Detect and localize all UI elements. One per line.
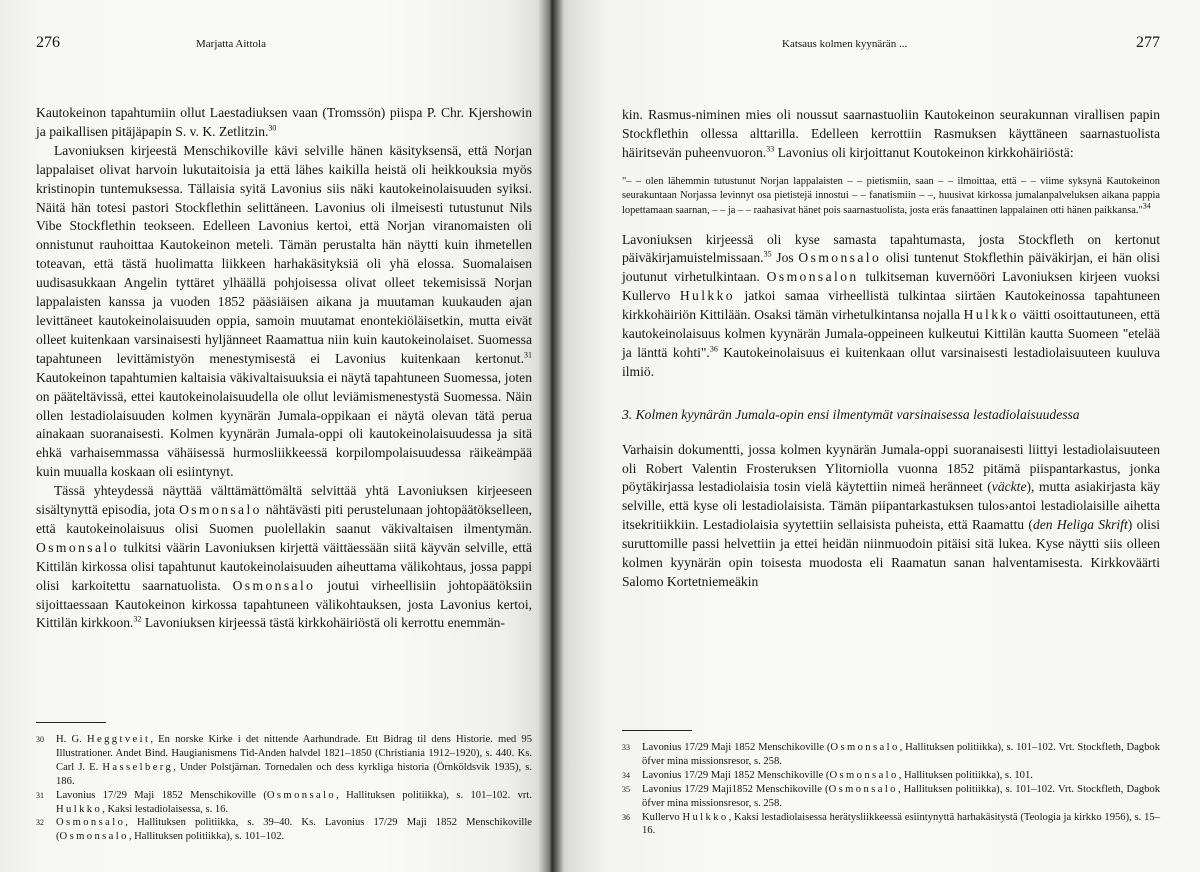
italic-term: den Heliga Skrift: [1032, 517, 1128, 533]
paragraph: Varhaisin dokumentti, jossa kolmen kyynärän Jumala-oppi suoranaisesti liittyi lestadiolaisuuteen oli Robert Valentin Frosteruksen Ylitorniolla vuonna 1852 pitämä piispantarkastus, jonka pöytäkirjassa lestadiolaisia tosin vielä käytettiin nimeä heränneet (väckte), mutta asiakirjasta käy selville, että kyse oli lestadiolaisista. Tämän piipantarkastuksen tulos›antoi lestadiolaisille aihetta itsekritiikkiin. Lestadiolaisia syytettiin sellaisista puheista, että Raamattu (den Heliga Skrift) olisi suruttomille passi helvettiin ja ettei heidän niinmuodoin pitäisi sitä lukea. Kyse näytti siis olleen kolmen kyynärän opin toisesta muodosta eli Raamatun sanan halventamisesta. Kirkkoväärti Salomo Kortetniemeäkin: [622, 441, 1161, 589]
spaced-name: Osmonsalo: [829, 769, 899, 781]
left-running-head: [36, 34, 532, 64]
spaced-name: Osmonsalo: [266, 789, 337, 801]
spaced-name: Osmonsalon: [766, 269, 859, 285]
footnote: [622, 769, 1160, 783]
running-head-author: Marjatta Aittola: [196, 38, 266, 50]
footnote-number: 34: [622, 770, 630, 780]
footnote-text: Osmonsalo, Hallituksen politiikka, s. 39–40. Ks. Lavonius 17/29 Maji 1852 Menschikoville (Osmonsalo, Hallituksen politiikka), s. 101–102.: [56, 817, 532, 843]
footnote-text: Lavonius 17/29 Maji 1852 Menschikoville (Osmonsalo, Hallituksen politiikka), s. 101.: [642, 769, 1033, 781]
spaced-name: Osmonsalo: [56, 817, 126, 829]
footnote-number: 36: [622, 812, 630, 822]
right-page: [550, 0, 1200, 872]
spaced-name: Osmonsalo: [798, 250, 882, 266]
left-body-text: [36, 104, 532, 633]
footnote-list: [622, 741, 1160, 838]
spaced-name: Hulkko: [682, 811, 729, 823]
footnote-text: H. G. Heggtveit, En norske Kirke i det nittende Aarhundrade. Ett Bidrag til dens Historie. med 95 Illustrationer. Andet Bind. Haugianismens Tid-Anden halvdel 1821–1850 (Christiania 1912–1920), s. 440. Ks. Carl J. E. Hasselberg, Under Polstjärnan. Tornedalen och dess kyrkliga historia (Örnköldsvik 1935), s. 186.: [56, 734, 532, 787]
spaced-name: Osmonsalo: [830, 742, 900, 753]
paragraphs-after-quote: [622, 231, 1160, 382]
footnote-number: 32: [36, 818, 44, 828]
footnote-rule: [36, 722, 106, 723]
running-head-title: Katsaus kolmen kyynärän ...: [782, 38, 908, 50]
paragraph: Lavoniuksen kirjeestä Menschikoville kävi selville hänen käsityksensä, että Norjan lappalaiset olivat harvoin lukutaitoisia ja että lähes kaikilla heistä oli heikkouksia myös kristinopin tuntemuksessa. Tällaisia syitä Lavonius siis näki kautokeinolaisuuden syiksi. Näitä hän totesi pastori Stockflethin selittäneen. Lavonius oli ilmeisesti tutustunut Nils Vibe Stockflethin teokseen. Edelleen Lavonius kertoi, että Norjan viranomaisten oli onnistunut rauhoittaa Kautokeinon meteli. Tämän perustalta hän näytti kuin ihmetellen toteavan, että tästä huolimatta liikkeen harhakäsityksiä oli yhä elossa. Suomalaisen uudisasukkaan Angelin tyttäret ylhäällä pohjoisessa olivat olleet tekemisissä Norjan lappalaisten kanssa ja vuoden 1852 pääsiäisen aikana ja muutaman kuukauden ajan levittäneet kautokeinolaisuuden oppia, samoin muutamat enontekiöläisetkin, mutta eivät olleet kuitenkaan varsinaisesti hyljänneet Raamattua niin kuin kautokeinolaiset. Suomessa tapahtuneen levittämistyön menestymisestä ei Lavonius kuitenkaan kertonut.$^{31}$ Kautokeinon tapahtumien kaltaisia väkivaltaisuuksia ei näytä tapahtuneen Suomessa, joten on pääteltävissä, ettei kautokeinolaisuudella ole ollut leviämismenestystä Suomessa. Näin ollen lestadiolaisuuden kolmen kyynärän Jumala-oppikaan ei näytä olevan tätä perua ainakaan suoranaisesti. Kolmen kyynärän Jumala-oppi oli kautokeinolaisuudessa ja sitä ehkä varhaisemmassa vähäisessä hurmosliikkeessä korpilompolaisuudessa räikeämpää kuin muualla koskaan oli esiintynyt.: [36, 142, 532, 480]
footnote-ref: 33: [766, 144, 775, 154]
section-heading: 3. Kolmen kyynärän Jumala-opin ensi ilmentymät varsinaisessa lestadiolaisuudessa: [622, 406, 1080, 422]
footnote: [36, 733, 532, 789]
footnote-ref: 34: [1142, 201, 1151, 211]
paragraph: Tässä yhteydessä näyttää välttämättömältä selvittää yhtä Lavoniuksen kirjeeseen sisältynyttä episodia, jota Osmonsalo nähtävästi piti perustelunaan johtopäätökselleen, että kautokeinolaisuus olisi Suomen puolellakin saanut väkivaltaisen ilmentymän. Osmonsalo tulkitsi väärin Lavoniuksen kirjettä väittäessään siitä käyvän selville, että Kittilän kirkossa olisi tapahtunut kautokeinolaisuuden aiheuttama välikohtaus, jossa pappi olisi karkoitettu saarnatuolista. Osmonsalo joutui virheellisiin johtopäätöksiin sijoittaessaan Kautokeinon kirkossa tapahtuneen välikohtauksen, josta Lavonius kertoi, Kittilän kirkkoon.$^{32}$ Lavoniuksen kirjeessä tästä kirkkohäiriöstä oli kerrottu enemmän-: [36, 483, 532, 631]
footnote-number: 35: [622, 784, 630, 794]
footnote-text: Kullervo Hulkko, Kaksi lestadiolaisessa herätysliikkeessä esiintynyttä harhakäsitystä (Teologia ja kirkko 1956), s. 15–16.: [642, 811, 1160, 837]
spaced-name: Hasselberg: [102, 761, 174, 773]
spaced-name: Hulkko: [679, 288, 735, 304]
paragraphs-after-heading: [622, 441, 1160, 592]
footnote-list: [36, 733, 532, 844]
spaced-name: Hulkko: [56, 803, 103, 815]
spaced-name: Osmonsalo: [232, 577, 316, 593]
footnote-number: 31: [36, 790, 44, 800]
spaced-name: Osmonsalo: [36, 539, 119, 555]
right-body-text: [622, 106, 1160, 592]
italic-term: väckte: [991, 479, 1027, 495]
left-footnotes: [36, 722, 532, 844]
footnote: [36, 816, 532, 844]
footnote: [622, 741, 1160, 769]
footnote-ref: 32: [133, 614, 142, 624]
spaced-name: Heggtveit: [86, 734, 151, 745]
page-number: 277: [1136, 34, 1160, 51]
paragraph: Lavoniuksen kirjeessä oli kyse samasta tapahtumasta, josta Stockfleth on kertonut päiväkirjamuistelmissaan.$^{35}$ Jos Osmonsalo olisi tuntenut Stokflethin päiväkirjan, ei hän olisi joutunut virhetulkintaan. Osmonsalon tulkitseman kuvernööri Lavoniuksen kirjeen vuoksi Kullervo Hulkko jatkoi samaa virheellistä tulkintaa siirtäen Kautokeinossa tapahtuneen kirkkohäiriön Kittilään. Osaksi tämän virhetulkintansa nojalla Hulkko väitti osoittautuneen, että kautokeinolaisuus kolmen kyynärän Jumala-oppeineen kulkeutui Kittilän kautta Suomeen "etelää ja länttä kohti".$^{36}$ Kautokeinolaisuus ei kuitenkaan ollut varsinaisesti lestadiolaisuuteen kuuluva ilmiö.: [622, 231, 1161, 379]
right-footnotes: [622, 730, 1160, 838]
block-quote: "– – olen lähemmin tutustunut Norjan lappalaisten – – pietismiin, saan – – ilmoittaa, että – – viime syksynä Kautokeinon seurakuntaan Norjassa levinnyt osa pietistejä innostui – – fanatismiin – –, huusivat kirkossa jumalanpalveluksen aikana pappia lopettamaan saarnan, – – ja – – raahasivat hänet pois saarnastuolista, josta eräs fanaattinen lappalainen otti hänen paikkansa."$^{34}$: [622, 175, 1160, 216]
paragraphs-before-quote: [622, 106, 1160, 163]
footnote-number: 33: [622, 743, 630, 752]
spaced-name: Hulkko: [963, 307, 1019, 323]
page-number: 276: [36, 34, 60, 51]
footnote-text: Lavonius 17/29 Maji 1852 Menschikoville (Osmonsalo, Hallituksen politiikka), s. 101–102. vrt. Hulkko, Kaksi lestadiolaisessa, s. 16.: [56, 789, 532, 815]
spaced-name: Osmonsalo: [179, 502, 262, 518]
spaced-name: Osmonsalo: [828, 783, 898, 795]
footnote-ref: 36: [709, 344, 718, 354]
footnote-ref: 31: [524, 350, 532, 360]
right-running-head: [622, 34, 1160, 64]
footnote-number: 30: [36, 735, 44, 744]
left-page: [0, 0, 550, 872]
footnote: [622, 811, 1160, 839]
footnote: [36, 789, 532, 817]
paragraph: Kautokeinon tapahtumiin ollut Laestadiuksen vaan (Tromssön) piispa P. Chr. Kjershowin ja paikallisen pitäjäpapin S. v. K. Zetlitzin.$^{30}$: [36, 105, 532, 139]
spaced-name: Osmonsalo: [59, 831, 129, 843]
footnote-text: Lavonius 17/29 Maji 1852 Menschikoville (Osmonsalo, Hallituksen politiikka), s. 101–102. Vrt. Stockfleth, Dagbok öfver mina missionsresor, s. 258.: [642, 742, 1160, 767]
footnote-text: Lavonius 17/29 Maji1852 Menschikoville (Osmonsalo, Hallituksen politiikka), s. 101–102. Vrt. Stockfleth, Dagbok öfver mina missionsresor, s. 258.: [642, 783, 1161, 809]
footnote-ref: 30: [268, 123, 277, 133]
footnote-ref: 35: [763, 249, 772, 259]
paragraph: kin. Rasmus-niminen mies oli noussut saarnastuoliin Kautokeinon seurakunnan virallisen papin Stockflethin ollessa alttarilla. Edelleen kerrottiin Rasmuksen käyttäneen saarnastuolista häiritsevän puheenvuoron.$^{33}$ Lavonius oli kirjoittanut Koutokeinon kirkkohäiriöstä:: [622, 107, 1160, 160]
footnote-rule: [622, 730, 692, 731]
footnote: [622, 783, 1160, 811]
